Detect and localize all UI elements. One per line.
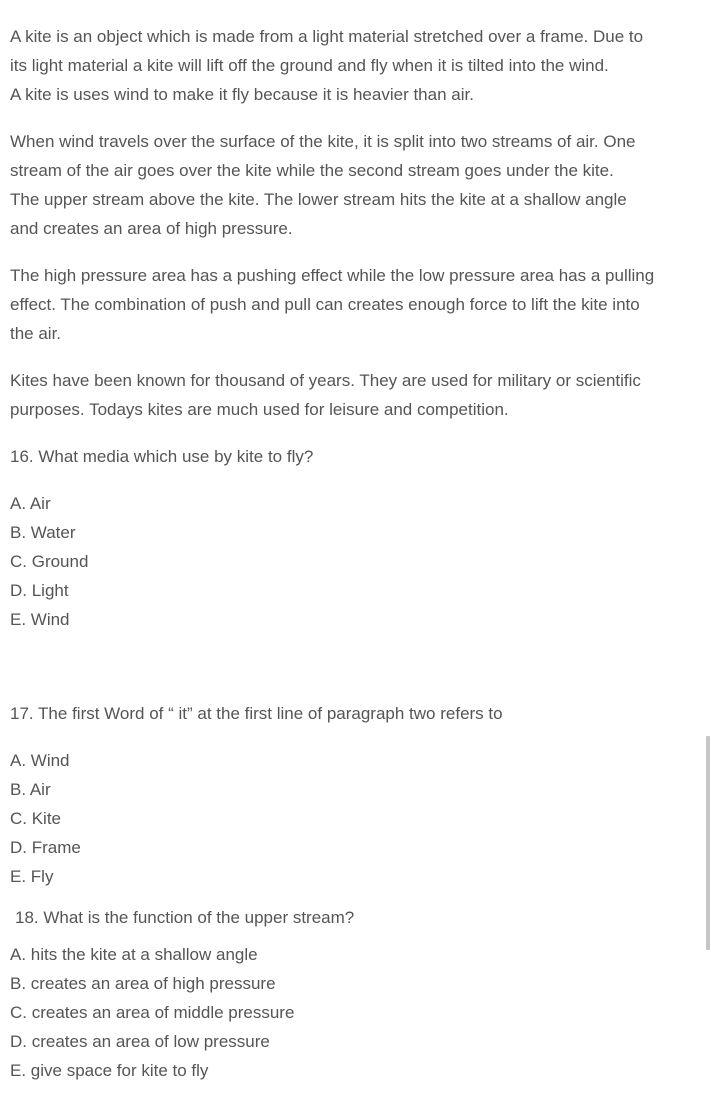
document-content [10,22,700,1085]
paragraph-3 [10,261,700,348]
question-17-options [10,746,700,891]
answer-option: A. hits the kite at a shallow angle [10,945,258,964]
answer-option: D. Frame [10,838,81,857]
paragraph-line: and creates an area of high pressure. [10,219,293,238]
question-16-options [10,489,700,634]
answer-option: A. Air [10,494,51,513]
question-17: 17. The first Word of “ it” at the first line of paragraph two refers to [10,704,503,723]
paragraph-line: its light material a kite will lift off the ground and fly when it is tilted into the wind. [10,56,609,75]
paragraph-2 [10,127,700,243]
scrollbar-thumb[interactable] [706,736,710,950]
question-18-options [10,940,700,1085]
answer-option: D. creates an area of low pressure [10,1032,270,1051]
paragraph-line: When wind travels over the surface of the kite, it is split into two streams of air. One [10,132,636,151]
paragraph-line: effect. The combination of push and pull can creates enough force to lift the kite into [10,295,640,314]
answer-option: C. Kite [10,809,62,828]
paragraph-line: A kite is an object which is made from a light material stretched over a frame. Due to [10,27,644,46]
paragraph-line: The upper stream above the kite. The lower stream hits the kite at a shallow angle [10,190,627,209]
paragraph-line: the air. [10,324,62,343]
question-18: 18. What is the function of the upper stream? [15,908,355,927]
paragraph-4 [10,366,700,424]
question-16: 16. What media which use by kite to fly? [10,447,314,466]
answer-option: B. Air [10,780,51,799]
spacer [10,634,700,699]
answer-option: C. Ground [10,552,89,571]
paragraph-1 [10,22,700,109]
paragraph-line: A kite is uses wind to make it fly because it is heavier than air. [10,85,474,104]
answer-option: D. Light [10,581,69,600]
paragraph-line: The high pressure area has a pushing effect while the low pressure area has a pulling [10,266,655,285]
paragraph-line: purposes. Todays kites are much used for leisure and competition. [10,400,509,419]
answer-option: E. give space for kite to fly [10,1061,209,1080]
answer-option: B. creates an area of high pressure [10,974,276,993]
answer-option: B. Water [10,523,76,542]
paragraph-line: Kites have been known for thousand of years. They are used for military or scientific [10,371,641,390]
answer-option: E. Wind [10,610,70,629]
answer-option: E. Fly [10,867,54,886]
answer-option: A. Wind [10,751,70,770]
paragraph-line: stream of the air goes over the kite while the second stream goes under the kite. [10,161,614,180]
answer-option: C. creates an area of middle pressure [10,1003,295,1022]
